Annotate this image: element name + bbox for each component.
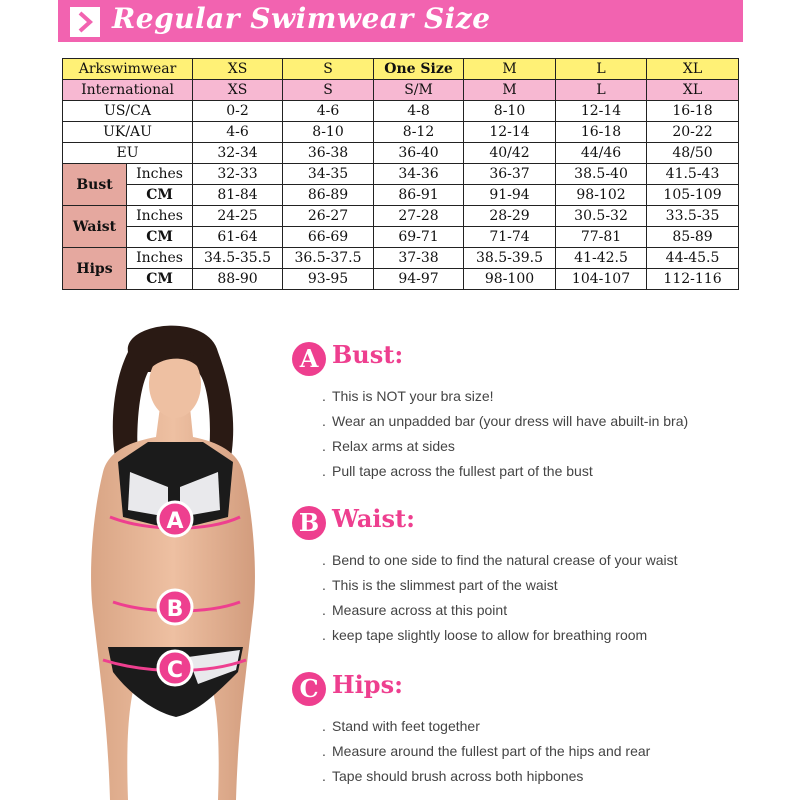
table-cell: M — [464, 80, 556, 101]
table-cell: 98-102 — [556, 185, 647, 206]
table-cell: 16-18 — [647, 101, 739, 122]
table-cell: 36-40 — [374, 143, 464, 164]
row-label: International — [63, 80, 193, 101]
table-cell: 41-42.5 — [556, 248, 647, 269]
table-cell: 81-84 — [193, 185, 283, 206]
table-cell: 88-90 — [193, 269, 283, 290]
marker-b — [158, 590, 192, 624]
group-label-hips: Hips — [63, 248, 127, 290]
unit-label: Inches — [127, 248, 193, 269]
instruction-list — [322, 384, 688, 484]
list-item: . Tape should brush across both hipbones — [322, 768, 584, 784]
marker-c — [158, 651, 192, 685]
unit-label: CM — [127, 269, 193, 290]
table-cell: 24-25 — [193, 206, 283, 227]
list-item: . Bend to one side to find the natural crease of your waist — [322, 552, 678, 568]
table-cell: 61-64 — [193, 227, 283, 248]
svg-text:B: B — [166, 597, 184, 622]
table-cell: 86-89 — [283, 185, 374, 206]
table-cell: 48/50 — [647, 143, 739, 164]
table-cell: 85-89 — [647, 227, 739, 248]
table-cell: L — [556, 80, 647, 101]
table-cell: S — [283, 80, 374, 101]
section-title: Hips: — [332, 670, 403, 699]
unit-label: CM — [127, 185, 193, 206]
unit-label: Inches — [127, 206, 193, 227]
table-row-waist-cm — [63, 227, 739, 248]
table-cell: 112-116 — [647, 269, 739, 290]
table-cell: 36-37 — [464, 164, 556, 185]
list-item: . Wear an unpadded bar (your dress will have abuilt-in bra) — [322, 413, 689, 429]
list-item: . This is the slimmest part of the waist — [322, 577, 558, 593]
table-cell: 37-38 — [374, 248, 464, 269]
table-cell: 28-29 — [464, 206, 556, 227]
table-cell: 71-74 — [464, 227, 556, 248]
table-cell: S/M — [374, 80, 464, 101]
table-cell: 66-69 — [283, 227, 374, 248]
table-cell: 8-10 — [464, 101, 556, 122]
table-cell: XS — [193, 59, 283, 80]
table-cell: 30.5-32 — [556, 206, 647, 227]
list-item: . Pull tape across the fullest part of the bust — [322, 463, 593, 479]
instruction-list — [322, 714, 650, 789]
marker-a — [158, 502, 192, 536]
table-cell: 36-38 — [283, 143, 374, 164]
group-label-bust: Bust — [63, 164, 127, 206]
instruction-list — [322, 548, 678, 648]
unit-label: CM — [127, 227, 193, 248]
row-label: US/CA — [63, 101, 193, 122]
list-item: . Measure around the fullest part of the hips and rear — [322, 743, 651, 759]
svg-text:C: C — [166, 658, 184, 683]
row-label: EU — [63, 143, 193, 164]
list-item: . Measure across at this point — [322, 602, 508, 618]
table-cell: 93-95 — [283, 269, 374, 290]
table-cell: 4-8 — [374, 101, 464, 122]
table-cell: 91-94 — [464, 185, 556, 206]
chevron-right-icon — [70, 7, 100, 37]
table-cell: 38.5-39.5 — [464, 248, 556, 269]
table-cell: 4-6 — [193, 122, 283, 143]
table-cell: L — [556, 59, 647, 80]
table-row-international — [63, 80, 739, 101]
table-cell: 0-2 — [193, 101, 283, 122]
table-row-us-ca — [63, 101, 739, 122]
table-row-hips-cm — [63, 269, 739, 290]
list-item: . keep tape slightly loose to allow for breathing room — [322, 627, 648, 643]
table-row-brand — [63, 59, 739, 80]
table-cell: 69-71 — [374, 227, 464, 248]
table-cell: XL — [647, 80, 739, 101]
badge-b: B — [292, 506, 326, 540]
table-cell: 38.5-40 — [556, 164, 647, 185]
table-row-bust-inches — [63, 164, 739, 185]
table-cell: 40/42 — [464, 143, 556, 164]
table-cell: 41.5-43 — [647, 164, 739, 185]
table-cell: 4-6 — [283, 101, 374, 122]
table-cell: XL — [647, 59, 739, 80]
table-cell: 33.5-35 — [647, 206, 739, 227]
table-cell: 77-81 — [556, 227, 647, 248]
badge-a: A — [292, 342, 326, 376]
table-cell: XS — [193, 80, 283, 101]
table-cell: 12-14 — [556, 101, 647, 122]
page-title: Regular Swimwear Size — [112, 2, 491, 35]
table-cell: 34-36 — [374, 164, 464, 185]
size-chart-table — [62, 58, 739, 290]
table-cell: 34.5-35.5 — [193, 248, 283, 269]
table-cell: 34-35 — [283, 164, 374, 185]
model-figure — [68, 312, 278, 800]
list-item: . Stand with feet together — [322, 718, 480, 734]
table-cell: S — [283, 59, 374, 80]
table-row-bust-cm — [63, 185, 739, 206]
table-cell: 86-91 — [374, 185, 464, 206]
table-cell: 104-107 — [556, 269, 647, 290]
list-item: . Relax arms at sides — [322, 438, 455, 454]
table-cell: 94-97 — [374, 269, 464, 290]
table-cell: 8-10 — [283, 122, 374, 143]
svg-text:A: A — [166, 509, 184, 534]
group-label-waist: Waist — [63, 206, 127, 248]
table-cell: 8-12 — [374, 122, 464, 143]
table-cell: 20-22 — [647, 122, 739, 143]
table-cell: 105-109 — [647, 185, 739, 206]
table-cell: 98-100 — [464, 269, 556, 290]
table-cell: 44-45.5 — [647, 248, 739, 269]
table-cell: 44/46 — [556, 143, 647, 164]
table-row-waist-inches — [63, 206, 739, 227]
section-title: Waist: — [332, 504, 415, 533]
table-cell: M — [464, 59, 556, 80]
table-row-hips-inches — [63, 248, 739, 269]
row-label: Arkswimwear — [63, 59, 193, 80]
table-row-uk-au — [63, 122, 739, 143]
table-cell: 26-27 — [283, 206, 374, 227]
section-title: Bust: — [332, 340, 404, 369]
table-row-eu — [63, 143, 739, 164]
unit-label: Inches — [127, 164, 193, 185]
table-cell: 32-34 — [193, 143, 283, 164]
badge-c: C — [292, 672, 326, 706]
table-cell: 27-28 — [374, 206, 464, 227]
table-cell: 16-18 — [556, 122, 647, 143]
table-cell: 12-14 — [464, 122, 556, 143]
table-cell: 32-33 — [193, 164, 283, 185]
row-label: UK/AU — [63, 122, 193, 143]
table-cell: One Size — [374, 59, 464, 80]
table-cell: 36.5-37.5 — [283, 248, 374, 269]
list-item: . This is NOT your bra size! — [322, 388, 494, 404]
